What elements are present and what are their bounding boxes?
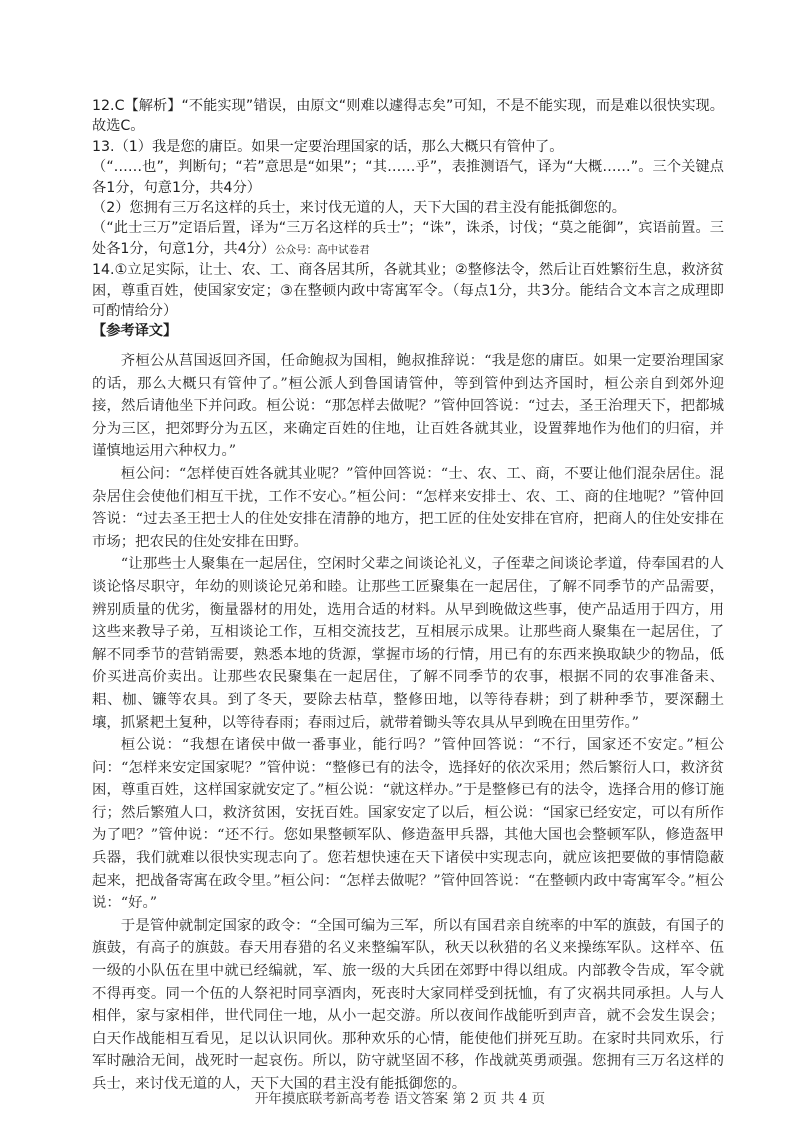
translation-block <box>92 350 724 1096</box>
translation-paragraph: “让那些士人聚集在一起居住，空闲时父辈之间谈论礼义，子侄辈之间谈论孝道，侍奉国君的人谈论恪尽职守，年幼的则谈论兄弟和睦。让那些工匠聚集在一起居住，了解不同季节的产品需要，辨别质量的优劣，衡量器材的用处，选用合适的材料。从早到晚做这些事，使产品适用于四方，用这些来教导子弟，互相谈论工作，互相交流技艺，互相展示成果。让那些商人聚集在一起居住，了解不同季节的营销需要，熟悉本地的货源，掌握市场的行情，用已有的东西来换取缺少的物品，低价买进高价卖出。让那些农民聚集在一起居住，了解不同季节的农事，根据不同的农事准备耒、耜、枷、镰等农具。到了冬天，要除去枯草，整修田地，以等待春耕；到了耕种季节，要深翻土壤，抓紧耙土复种，以等待春雨；春雨过后，就带着锄头等农具从早到晚在田里劳作。” <box>92 556 724 731</box>
watermark-text: 公众号：高中试卷君 <box>275 243 370 256</box>
translation-paragraph: 桓公问：“怎样使百姓各就其业呢？”管仲回答说：“士、农、工、商，不要让他们混杂居住。混杂居住会使他们相互干扰，工作不安心。”桓公问：“怎样来安排士、农、工、商的住地呢？”管仲回答说：“过去圣王把士人的住处安排在清静的地方，把工匠的住处安排在官府，把商人的住处安排在市场；把农民的住处安排在田野。 <box>92 465 724 550</box>
answer-q13-part2: （2）您拥有三万名这样的兵士，来讨伐无道的人，天下大国的君主没有能抵御您的。 <box>92 200 626 217</box>
reference-translation-heading: 【参考译文】 <box>92 323 178 340</box>
translation-paragraph: 于是管仲就制定国家的政令：“全国可编为三军，所以有国君亲自统率的中军的旗鼓，有国子的旗鼓，有高子的旗鼓。春天用春猎的名义来整编军队，秋天以秋猎的名义来操练军队。这样卒、伍一级的小队伍在里中就已经编就，军、旅一级的大兵团在郊野中得以组成。内部教令告成，军令就不得再变。同一个伍的人祭祀时同享酒肉，死丧时大家同样受到抚恤，有了灾祸共同承担。人与人相伴，家与家相伴，世代同住一地，从小一起交游。所以夜间作战能听到声音，就不会发生误会；白天作战能相互看见，足以认识同伙。那种欢乐的心情，能使他们拼死互助。在家时共同欢乐，行军时融洽无间，战死时一起哀伤。所以，防守就坚固不移，作战就英勇顽强。您拥有三万名这样的兵士，来讨伐无道的人，天下大国的君主没有能抵御您的。 <box>92 917 724 1092</box>
translation-paragraph: 齐桓公从莒国返回齐国，任命鲍叔为国相，鲍叔推辞说：“我是您的庸臣。如果一定要治理国家的话，那么大概只有管仲了。”桓公派人到鲁国请管仲，等到管仲到达齐国时，桓公亲自到郊外迎接，然后请他坐下并问政。桓公说：“那怎样去做呢？”管仲回答说：“过去，圣王治理天下，把都城分为三区，把郊野分为五区，来确定百姓的住地，让百姓各就其业，设置葬地作为他们的归宿，并谨慎地运用六种权力。” <box>92 353 724 460</box>
answer-q13-note2-text: （“此士三万”定语后置，译为“三万名这样的兵士”；“诛”，诛杀，讨伐；“莫之能御”，宾语前置。三处各1分，句意1分，共4分） <box>92 220 724 257</box>
translation-paragraph: 桓公说：“我想在诸侯中做一番事业，能行吗？”管仲回答说：“不行，国家还不安定。”桓公问：“怎样来安定国家呢？”管仲说：“整修已有的法令，选择好的依次采用；然后繁衍人口，救济贫困，尊重百姓，这样国家就安定了。”桓公说：“就这样办。”于是整修已有的法令，选择合用的修订施行；然后繁殖人口，救济贫困，安抚百姓。国家安定了以后，桓公说：“国家已经安定，可以有所作为了吧？”管仲说：“还不行。您如果整顿军队、修造盔甲兵器，其他大国也会整顿军队，修造盔甲兵器，我们就难以很快实现志向了。您若想快速在天下诸侯中实现志向，就应该把要做的事情隐蔽起来，把战备寄寓在政令里。”桓公问：“怎样去做呢？”管仲回答说：“在整顿内政中寄寓军令。”桓公说：“好。” <box>92 737 724 912</box>
answer-q13-part1: 13.（1）我是您的庸臣。如果一定要治理国家的话，那么大概只有管仲了。 <box>92 138 564 155</box>
answer-q14: 14.①立足实际，让士、农、工、商各居其所，各就其业；②整修法令，然后让百姓繁衍生息，救济贫困，尊重百姓，使国家安定；③在整顿内政中寄寓军令。（每点1分，共3分。能结合文本言之成理即可酌情给分） <box>92 262 724 320</box>
answer-q13-note1: （“……也”，判断句；“若”意思是“如果”；“其……乎”，表推测语气，译为“大概……”。三个关键点各1分，句意1分，共4分） <box>92 159 724 196</box>
answer-block <box>92 96 724 342</box>
answer-q12: 12.C【解析】“不能实现”错误，由原文“则难以遽得志矣”可知，不是不能实现，而是难以很快实现。故选C。 <box>92 98 724 135</box>
page-footer: 开年摸底联考新高考卷 语文答案 第 2 页 共 4 页 <box>254 1091 546 1107</box>
answer-q13-note2 <box>92 218 724 260</box>
